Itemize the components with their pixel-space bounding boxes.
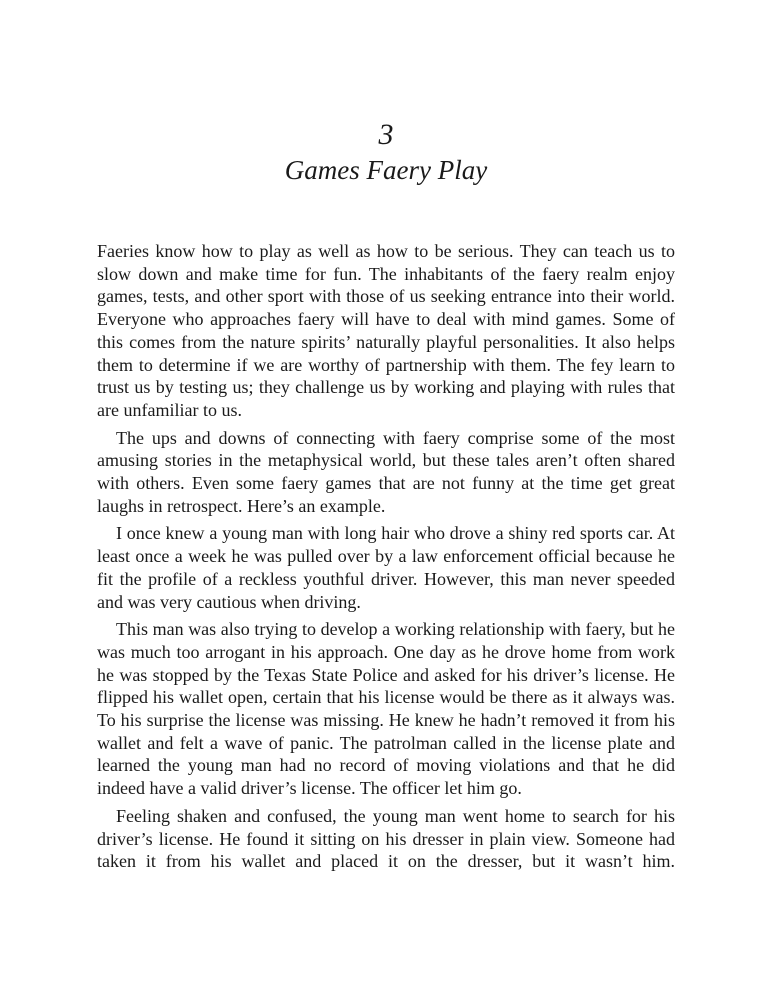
paragraph-5: Feeling shaken and confused, the young man went home to search for his driver’s license. He found it sitting on his dresser in plain view. Someone had taken it from his wallet and placed it on the dresser, but it wasn’t him. (97, 805, 675, 872)
chapter-body (97, 240, 675, 878)
chapter-title: Games Faery Play (284, 155, 488, 185)
paragraph-1: Faeries know how to play as well as how to be serious. They can teach us to slow down and make time for fun. The inhabitants of the faery realm enjoy games, tests, and other sport with those of us seeking entrance into their world. Everyone who approaches faery will have to deal with mind games. Some of this comes from the nature spirits’ naturally playful personalities. It also helps them to determine if we are worthy of partnership with them. The fey learn to trust us by testing us; they challenge us by working and playing with rules that are unfamiliar to us. (97, 241, 675, 420)
paragraph-3: I once knew a young man with long hair who drove a shiny red sports car. At least once a week he was pulled over by a law enforcement official because he fit the profile of a reckless youthful driver. However, this man never speeded and was very cautious when driving. (97, 523, 675, 612)
paragraph-4: This man was also trying to develop a working relationship with faery, but he was much too arrogant in his approach. One day as he drove home from work he was stopped by the Texas State Police and asked for his driver’s license. He flipped his wallet open, certain that his license would be there as it always was. To his surprise the license was missing. He knew he hadn’t removed it from his wallet and felt a wave of panic. The patrolman called in the license plate and learned the young man had no record of moving violations and that he did indeed have a valid driver’s license. The officer let him go. (97, 619, 675, 799)
chapter-number: 3 (378, 118, 394, 151)
paragraph-2: The ups and downs of connecting with faery comprise some of the most amusing stories in the metaphysical world, but these tales aren’t often shared with others. Even some faery games that are not funny at the time get great laughs in retrospect. Here’s an example. (97, 427, 675, 516)
